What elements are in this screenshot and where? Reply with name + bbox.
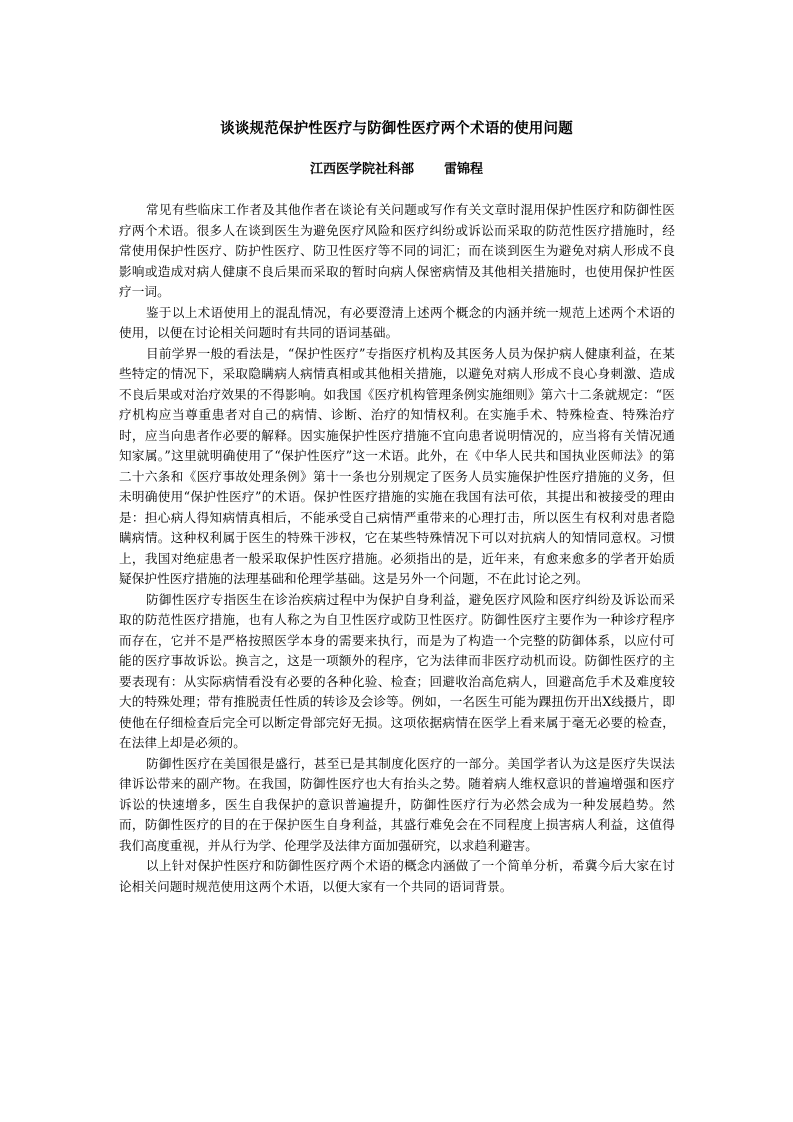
- paragraph: 以上针对保护性医疗和防御性医疗两个术语的概念内涵做了一个简单分析，希冀今后大家在讨论相关问题时规范使用这两个术语，以便大家有一个共同的语词背景。: [119, 858, 675, 894]
- byline: [0, 161, 793, 179]
- author-affiliation: 江西医学院社科部: [309, 162, 414, 177]
- paragraph: 鉴于以上术语使用上的混乱情况，有必要澄清上述两个概念的内涵并统一规范上述两个术语的使用，以便在讨论相关问题时有共同的语词基础。: [119, 304, 675, 340]
- paragraph: 目前学界一般的看法是，“保护性医疗”专指医疗机构及其医务人员为保护病人健康利益，在某些特定的情况下，采取隐瞒病人病情真相或其他相关措施，以避免对病人形成不良心身刺激、造成不良后果或对治疗效果的不得影响。如我国《医疗机构管理条例实施细则》第六十二条就规定：“医疗机构应当尊重患者对自己的病情、诊断、治疗的知情权利。在实施手术、特殊检查、特殊治疗时，应当向患者作必要的解释。因实施保护性医疗措施不宜向患者说明情况的，应当将有关情况通知家属。”这里就明确使用了“保护性医疗”这一术语。此外，在《中华人民共和国执业医师法》的第二十六条和《医疗事故处理条例》第十一条也分别规定了医务人员实施保护性医疗措施的义务，但未明确使用“保护性医疗”的术语。保护性医疗措施的实施在我国有法可依，其提出和被接受的理由是：担心病人得知病情真相后，不能承受自己病情严重带来的心理打击，所以医生有权利对患者隐瞒病情。这种权利属于医生的特殊干涉权，它在某些特殊情况下可以对抗病人的知情同意权。习惯上，我国对绝症患者一般采取保护性医疗措施。必须指出的是，近年来，有愈来愈多的学者开始质疑保护性医疗措施的法理基础和伦理学基础。这是另外一个问题，不在此讨论之列。: [119, 345, 675, 586]
- author-name: 雷锦程: [444, 162, 484, 177]
- article-title: 谈谈规范保护性医疗与防御性医疗两个术语的使用问题: [220, 121, 573, 137]
- paragraph: 防御性医疗在美国很是盛行，甚至已是其制度化医疗的一部分。美国学者认为这是医疗失误法律诉讼带来的副产物。在我国，防御性医疗也大有抬头之势。随着病人维权意识的普遍增强和医疗诉讼的快速增多，医生自我保护的意识普遍提升，防御性医疗行为必然会成为一种发展趋势。然而，防御性医疗的目的在于保护医生自身利益，其盛行难免会在不同程度上损害病人利益，这值得我们高度重视，并从行为学、伦理学及法律方面加强研究，以求趋利避害。: [119, 755, 675, 853]
- paragraph: 防御性医疗专指医生在诊治疾病过程中为保护自身利益，避免医疗风险和医疗纠纷及诉讼而采取的防范性医疗措施，也有人称之为自卫性医疗或防卫性医疗。防御性医疗主要作为一种诊疗程序而存在，它并不是严格按照医学本身的需要来执行，而是为了构造一个完整的防御体系，以应付可能的医疗事故诉讼。换言之，这是一项额外的程序，它为法律而非医疗动机而设。防御性医疗的主要表现有：从实际病情看没有必要的各种化验、检查；回避收治高危病人，回避高危手术及难度较大的特殊处理；带有推脱责任性质的转诊及会诊等。例如，一名医生可能为踝扭伤开出X线摄片，即使他在仔细检查后完全可以断定骨部完好无损。这项依据病情在医学上看来属于毫无必要的检查，在法律上却是必须的。: [119, 591, 675, 750]
- paragraph: 常见有些临床工作者及其他作者在谈论有关问题或写作有关文章时混用保护性医疗和防御性医疗两个术语。很多人在谈到医生为避免医疗风险和医疗纠纷或诉讼而采取的防范性医疗措施时，经常使用保护性医疗、防护性医疗、防卫性医疗等不同的词汇；而在谈到医生为避免对病人形成不良影响或造成对病人健康不良后果而采取的暂时向病人保密病情及其他相关措施时，也使用保护性医疗一词。: [119, 202, 675, 299]
- article-body: [119, 200, 675, 897]
